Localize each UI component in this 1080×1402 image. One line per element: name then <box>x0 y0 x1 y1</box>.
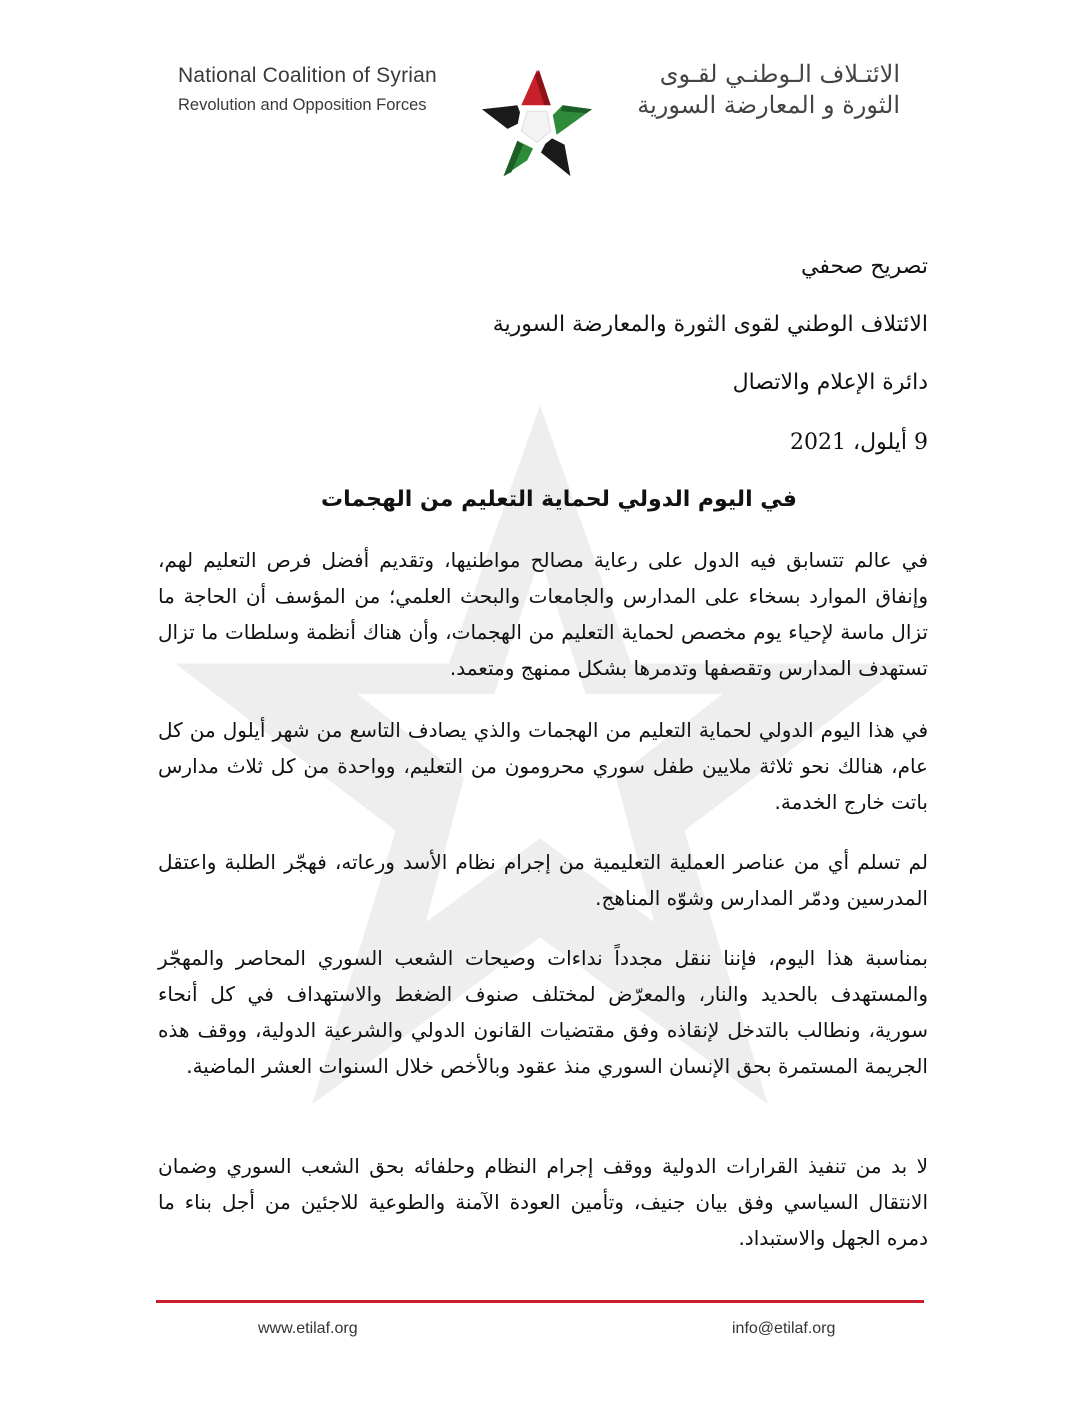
paragraph: في هذا اليوم الدولي لحماية التعليم من الهجمات والذي يصادف التاسع من شهر أيلول من كل عام، هنالك نحو ثلاثة ملايين طفل سوري محرومون من التعليم، وواحدة من كل ثلاث مدارس باتت خارج الخدمة. <box>158 718 928 814</box>
org-name-arabic <box>600 58 900 120</box>
org-name-english-line2: Revolution and Opposition Forces <box>178 96 427 114</box>
statement-type: تصريح صحفي <box>800 254 928 279</box>
statement-issuer: الائتلاف الوطني لقوى الثورة والمعارضة السورية <box>492 312 928 337</box>
footer-website-link[interactable]: www.etilaf.org <box>258 1320 358 1337</box>
footer-email-link[interactable]: info@etilaf.org <box>732 1320 836 1337</box>
coalition-star-logo-icon <box>478 66 596 180</box>
org-name-english <box>178 62 478 118</box>
org-name-arabic-line1: الائتـلاف الـوطنـي لقـوى <box>659 60 900 88</box>
footer-divider <box>156 1300 924 1303</box>
paragraph: بمناسبة هذا اليوم، فإننا ننقل مجدداً نداءات وصيحات الشعب السوري المحاصر والمهجّر والمستهدف بالحديد والنار، والمعرّض لمختلف صنوف الضغط والاستهداف في كل أنحاء سورية، ونطالب بالتدخل لإنقاذه وفق مقتضيات القانون الدولي والشرعية الدولية، ووقف هذه الجريمة المستمرة بحق الإنسان السوري منذ عقود وبالأخص خلال السنوات العشر الماضية. <box>158 946 928 1078</box>
paragraph: لم تسلم أي من عناصر العملية التعليمية من إجرام نظام الأسد ورعاته، فهجّر الطلبة واعتقل المدرسين ودمّر المدارس وشوّه المناهج. <box>158 850 928 910</box>
statement-date: 9 أيلول، 2021 <box>790 430 928 455</box>
org-name-english-line1: National Coalition of Syrian <box>178 64 437 87</box>
paragraph: لا بد من تنفيذ القرارات الدولية ووقف إجرام النظام وحلفائه بحق الشعب السوري وضمان الانتقال السياسي وفق بيان جنيف، وتأمين العودة الآمنة والطوعية للاجئين من أجل بناء ما دمره الجهل والاستبداد. <box>158 1154 928 1250</box>
org-name-arabic-line2: الثورة و المعارضة السورية <box>637 91 900 119</box>
statement-title: في اليوم الدولي لحماية التعليم من الهجمات <box>321 487 797 512</box>
statement-department: دائرة الإعلام والاتصال <box>732 370 928 395</box>
paragraph: في عالم تتسابق فيه الدول على رعاية مصالح مواطنيها، وتقديم أفضل فرص التعليم لهم، وإنفاق الموارد بسخاء على المدارس والجامعات والبحث العلمي؛ من المؤسف أن الحاجة ما تزال ماسة لإحياء يوم مخصص لحماية التعليم من الهجمات، وأن هناك أنظمة وسلطات ما تزال تستهدف المدارس وتقصفها وتدمرها بشكل ممنهج ومتعمد. <box>158 548 928 680</box>
